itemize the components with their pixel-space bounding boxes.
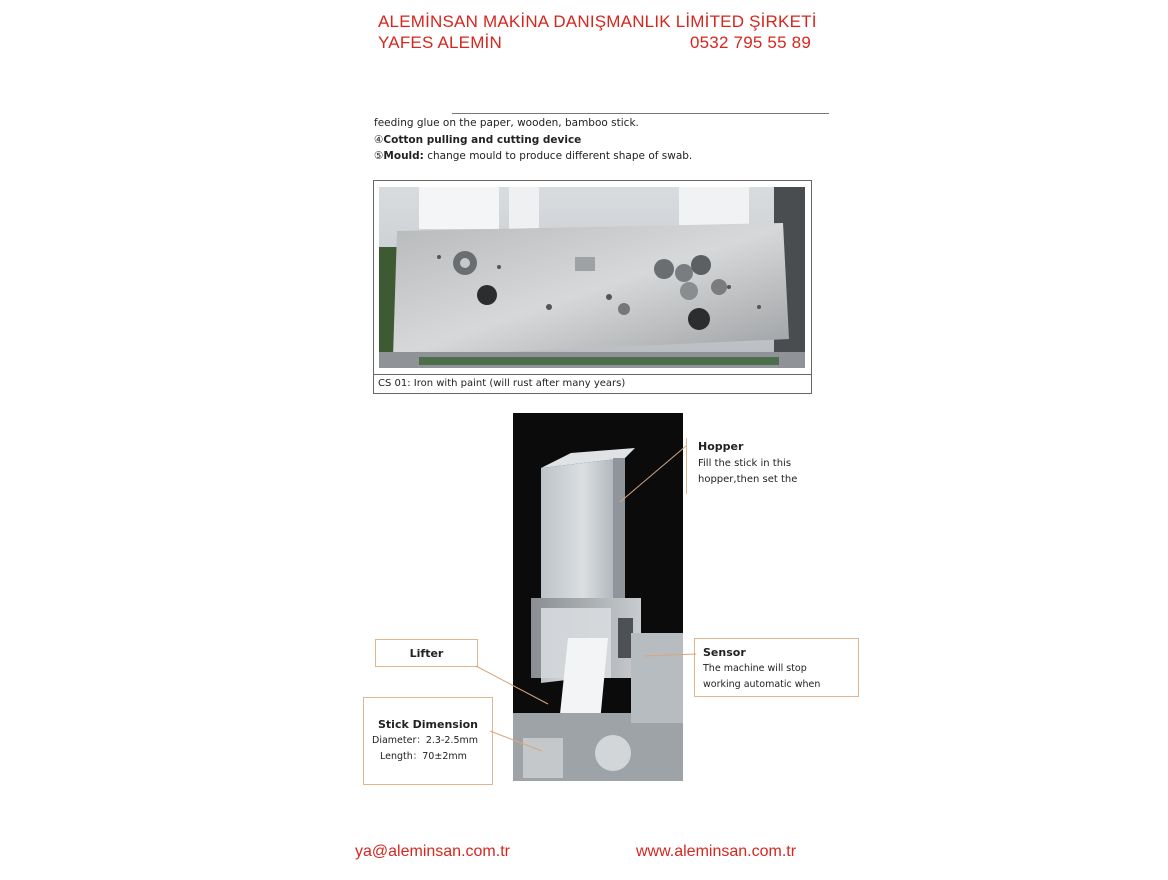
sensor-line-1: The machine will stop	[703, 663, 807, 674]
stick-leader-line	[486, 725, 546, 755]
item-5-number: ⑤	[374, 150, 384, 162]
phone-number: 0532 795 55 89	[690, 33, 811, 52]
hopper-callout	[698, 440, 797, 488]
photo-1-caption: CS 01: Iron with paint (will rust after many years)	[378, 378, 626, 389]
caption-divider	[374, 374, 811, 375]
footer-website[interactable]: www.aleminsan.com.tr	[636, 843, 797, 860]
photo-1-frame	[373, 180, 812, 394]
hopper-line-2: hopper,then set the	[698, 474, 798, 485]
sensor-leader-line	[640, 640, 700, 670]
footer-email[interactable]: ya@aleminsan.com.tr	[355, 843, 510, 860]
feeding-glue-line: feeding glue on the paper, wooden, bamboo stick.	[374, 117, 639, 129]
top-rule	[452, 113, 829, 114]
stick-length: Length：70±2mm	[380, 751, 467, 762]
item-5-text: change mould to produce different shape of swab.	[423, 150, 693, 162]
sensor-line-2: working automatic when	[703, 679, 821, 690]
item-4-title: Cotton pulling and cutting device	[383, 134, 582, 146]
item-mould	[374, 150, 692, 162]
contact-person: YAFES ALEMİN	[378, 33, 502, 52]
lifter-title: Lifter	[409, 647, 444, 660]
lifter-callout	[375, 639, 478, 667]
item-4-number: ④	[374, 134, 384, 146]
machine-panel-illustration	[379, 187, 805, 368]
sensor-callout	[694, 638, 859, 697]
machine-panel-photo	[379, 187, 805, 368]
sensor-title: Sensor	[703, 646, 746, 659]
hopper-title: Hopper	[698, 440, 744, 453]
item-cotton-pulling	[374, 134, 581, 146]
stick-diameter: Diameter：2.3-2.5mm	[372, 735, 479, 746]
stick-dimension-title: Stick Dimension	[378, 718, 478, 731]
company-name: ALEMİNSAN MAKİNA DANIŞMANLIK LİMİTED ŞİRKETİ	[378, 12, 817, 31]
item-5-title: Mould:	[383, 150, 424, 162]
stick-dimension-callout	[363, 697, 493, 785]
hopper-line-1: Fill the stick in this	[698, 458, 792, 469]
hopper-leader-line	[610, 440, 690, 510]
